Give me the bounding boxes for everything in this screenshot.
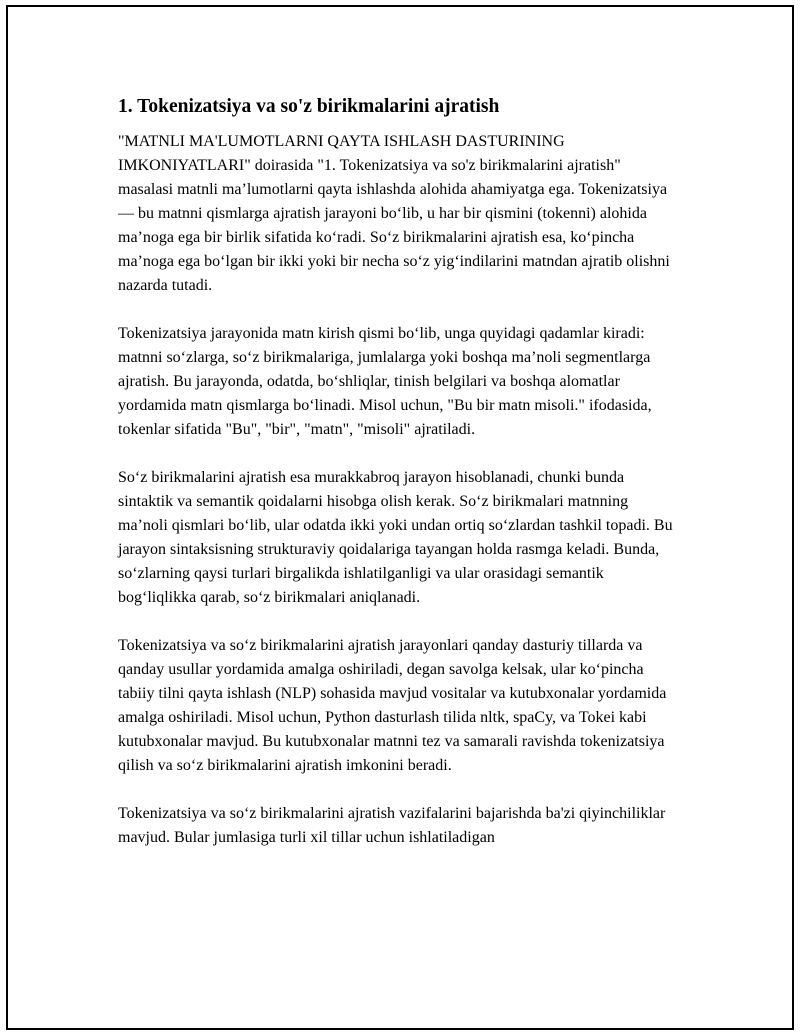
section-heading: 1. Tokenizatsiya va so'z birikmalarini ajratish <box>118 96 500 117</box>
document-body <box>118 94 678 850</box>
paragraph: So‘z birikmalarini ajratish esa murakkabroq jarayon hisoblanadi, chunki bunda sintaktik va semantik qoidalarni hisobga olish kerak. So‘z birikmalari matnning ma’noli qismlari bo‘lib, ular odatda ikki yoki undan ortiq so‘zlardan tashkil topadi. Bu jarayon sintaksisning strukturaviy qoidalariga tayangan holda rasmga keladi. Bunda, so‘zlarning qaysi turlari birgalikda ishlatilganligi va ular orasidagi semantik bog‘liqlikka qarab, so‘z birikmalari aniqlanadi. <box>118 469 673 606</box>
paragraph: Tokenizatsiya jarayonida matn kirish qismi bo‘lib, unga quyidagi qadamlar kiradi: matnni so‘zlarga, so‘z birikmalariga, jumlalarga yoki boshqa ma’noli segmentlarga ajratish. Bu jarayonda, odatda, bo‘shliqlar, tinish belgilari va boshqa alomatlar yordamida matn qismlarga bo‘linadi. Misol uchun, "Bu bir matn misoli." ifodasida, tokenlar sifatida "Bu", "bir", "matn", "misoli" ajratiladi. <box>118 325 652 438</box>
document-page <box>6 5 794 1030</box>
paragraph: "MATNLI MA'LUMOTLARNI QAYTA ISHLASH DASTURINING IMKONIYATLARI" doirasida "1. Tokenizatsiya va so'z birikmalarini ajratish" masalasi matnli ma’lumotlarni qayta ishlashda alohida ahamiyatga ega. Tokenizatsiya — bu matnni qismlarga ajratish jarayoni bo‘lib, u har bir qismini (tokenni) alohida ma’noga ega bir birlik sifatida ko‘radi. So‘z birikmalarini ajratish esa, ko‘pincha ma’noga ega bo‘lgan bir ikki yoki bir necha so‘z yig‘indilarini matndan ajratib olishni nazarda tutadi. <box>118 133 670 294</box>
paragraph: Tokenizatsiya va so‘z birikmalarini ajratish vazifalarini bajarishda ba'zi qiyinchiliklar mavjud. Bular jumlasiga turli xil tillar uchun ishlatiladigan <box>118 805 666 846</box>
paragraph: Tokenizatsiya va so‘z birikmalarini ajratish jarayonlari qanday dasturiy tillarda va qanday usullar yordamida amalga oshiriladi, degan savolga kelsak, ular ko‘pincha tabiiy tilni qayta ishlash (NLP) sohasida mavjud vositalar va kutubxonalar yordamida amalga oshiriladi. Misol uchun, Python dasturlash tilida nltk, spaCy, va Tokei kabi kutubxonalar mavjud. Bu kutubxonalar matnni tez va samarali ravishda tokenizatsiya qilish va so‘z birikmalarini ajratish imkonini beradi. <box>118 637 667 774</box>
